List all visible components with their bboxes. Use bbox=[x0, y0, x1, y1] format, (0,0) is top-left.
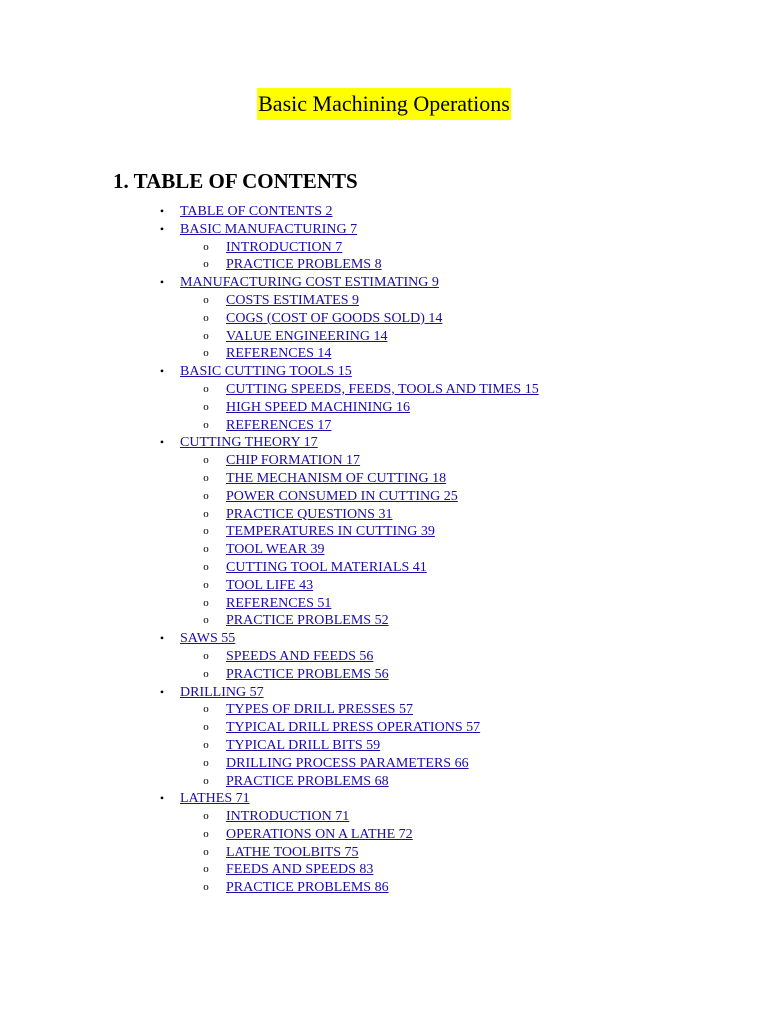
toc-link[interactable]: THE MECHANISM OF CUTTING 18 bbox=[226, 470, 447, 486]
toc-link[interactable]: BASIC MANUFACTURING 7 bbox=[180, 221, 358, 237]
toc-subitem bbox=[180, 737, 539, 755]
circle-bullet-icon: o bbox=[203, 596, 209, 609]
toc-link[interactable]: REFERENCES 51 bbox=[226, 595, 332, 611]
circle-bullet-icon: o bbox=[203, 756, 209, 769]
toc-link[interactable]: OPERATIONS ON A LATHE 72 bbox=[226, 826, 413, 842]
toc-link[interactable]: TYPICAL DRILL BITS 59 bbox=[226, 737, 381, 753]
circle-bullet-icon: o bbox=[203, 293, 209, 306]
toc-subitem bbox=[180, 523, 539, 541]
toc-subitem bbox=[180, 399, 539, 417]
toc-item bbox=[159, 203, 539, 221]
disc-bullet-icon: • bbox=[159, 204, 165, 218]
toc-link[interactable]: DRILLING 57 bbox=[180, 684, 264, 700]
table-of-contents-list bbox=[159, 203, 539, 897]
circle-bullet-icon: o bbox=[203, 881, 209, 894]
toc-link[interactable]: TYPES OF DRILL PRESSES 57 bbox=[226, 702, 413, 718]
disc-bullet-icon: • bbox=[159, 221, 165, 236]
toc-item bbox=[159, 684, 539, 702]
circle-bullet-icon: o bbox=[203, 578, 209, 591]
toc-link[interactable]: LATHE TOOLBITS 75 bbox=[226, 844, 359, 860]
toc-subitem bbox=[180, 239, 539, 257]
circle-bullet-icon: o bbox=[203, 845, 209, 858]
toc-subitem bbox=[180, 452, 539, 470]
toc-link[interactable]: FEEDS AND SPEEDS 83 bbox=[226, 862, 374, 878]
title-wrapper bbox=[0, 88, 768, 120]
toc-link[interactable]: TOOL LIFE 43 bbox=[226, 577, 314, 593]
circle-bullet-icon: o bbox=[203, 489, 209, 502]
disc-bullet-icon: • bbox=[159, 435, 165, 450]
toc-item bbox=[159, 434, 539, 452]
toc-subitem bbox=[180, 701, 539, 719]
circle-bullet-icon: o bbox=[203, 721, 209, 734]
toc-item bbox=[159, 790, 539, 808]
toc-subitem bbox=[180, 666, 539, 684]
toc-subitem bbox=[180, 559, 539, 577]
circle-bullet-icon: o bbox=[203, 418, 209, 431]
toc-subitem bbox=[180, 808, 539, 826]
toc-link[interactable]: SAWS 55 bbox=[180, 631, 236, 647]
disc-bullet-icon: • bbox=[159, 791, 165, 806]
toc-item bbox=[159, 274, 539, 292]
circle-bullet-icon: o bbox=[203, 774, 209, 787]
document-title: Basic Machining Operations bbox=[257, 88, 511, 120]
toc-link[interactable]: TYPICAL DRILL PRESS OPERATIONS 57 bbox=[226, 720, 481, 736]
toc-link[interactable]: HIGH SPEED MACHINING 16 bbox=[226, 399, 410, 415]
toc-item bbox=[159, 630, 539, 648]
circle-bullet-icon: o bbox=[203, 311, 209, 324]
toc-link[interactable]: PRACTICE PROBLEMS 68 bbox=[226, 773, 389, 789]
toc-link[interactable]: INTRODUCTION 71 bbox=[226, 809, 350, 825]
circle-bullet-icon: o bbox=[203, 240, 209, 253]
circle-bullet-icon: o bbox=[203, 863, 209, 876]
toc-subitem bbox=[180, 470, 539, 488]
toc-link[interactable]: POWER CONSUMED IN CUTTING 25 bbox=[226, 488, 458, 504]
toc-subitem bbox=[180, 719, 539, 737]
toc-link[interactable]: COSTS ESTIMATES 9 bbox=[226, 292, 360, 308]
toc-link[interactable]: PRACTICE QUESTIONS 31 bbox=[226, 506, 393, 522]
toc-link[interactable]: TEMPERATURES IN CUTTING 39 bbox=[226, 524, 435, 540]
toc-subitem bbox=[180, 292, 539, 310]
circle-bullet-icon: o bbox=[203, 543, 209, 556]
circle-bullet-icon: o bbox=[203, 258, 209, 271]
toc-link[interactable]: REFERENCES 17 bbox=[226, 417, 332, 433]
circle-bullet-icon: o bbox=[203, 667, 209, 680]
toc-link[interactable]: INTRODUCTION 7 bbox=[226, 239, 343, 255]
toc-link[interactable]: MANUFACTURING COST ESTIMATING 9 bbox=[180, 275, 439, 291]
toc-link[interactable]: DRILLING PROCESS PARAMETERS 66 bbox=[226, 755, 469, 771]
toc-link[interactable]: LATHES 71 bbox=[180, 791, 250, 807]
toc-subitem bbox=[180, 381, 539, 399]
toc-link[interactable]: CUTTING TOOL MATERIALS 41 bbox=[226, 559, 427, 575]
disc-bullet-icon: • bbox=[159, 364, 165, 379]
toc-link[interactable]: TOOL WEAR 39 bbox=[226, 542, 325, 558]
toc-subitem bbox=[180, 310, 539, 328]
toc-link[interactable]: TABLE OF CONTENTS 2 bbox=[180, 204, 333, 219]
toc-subitem bbox=[180, 577, 539, 595]
toc-link[interactable]: CHIP FORMATION 17 bbox=[226, 453, 361, 469]
toc-link[interactable]: REFERENCES 14 bbox=[226, 346, 332, 362]
toc-subitem bbox=[180, 861, 539, 879]
toc-link[interactable]: VALUE ENGINEERING 14 bbox=[226, 328, 388, 344]
circle-bullet-icon: o bbox=[203, 560, 209, 573]
toc-subitem bbox=[180, 826, 539, 844]
toc-subitem bbox=[180, 541, 539, 559]
toc-subitem bbox=[180, 417, 539, 435]
circle-bullet-icon: o bbox=[203, 329, 209, 342]
toc-subitem bbox=[180, 879, 539, 897]
circle-bullet-icon: o bbox=[203, 738, 209, 751]
disc-bullet-icon: • bbox=[159, 684, 165, 699]
circle-bullet-icon: o bbox=[203, 614, 209, 627]
toc-link[interactable]: BASIC CUTTING TOOLS 15 bbox=[180, 364, 352, 380]
circle-bullet-icon: o bbox=[203, 347, 209, 360]
disc-bullet-icon: • bbox=[159, 631, 165, 646]
toc-link[interactable]: CUTTING SPEEDS, FEEDS, TOOLS AND TIMES 15 bbox=[226, 381, 539, 397]
toc-subitem bbox=[180, 328, 539, 346]
circle-bullet-icon: o bbox=[203, 382, 209, 395]
toc-link[interactable]: CUTTING THEORY 17 bbox=[180, 435, 318, 451]
toc-subitem bbox=[180, 612, 539, 630]
toc-subitem bbox=[180, 345, 539, 363]
circle-bullet-icon: o bbox=[203, 525, 209, 538]
circle-bullet-icon: o bbox=[203, 810, 209, 823]
toc-item bbox=[159, 363, 539, 381]
circle-bullet-icon: o bbox=[203, 827, 209, 840]
toc-link[interactable]: PRACTICE PROBLEMS 52 bbox=[226, 613, 389, 629]
circle-bullet-icon: o bbox=[203, 703, 209, 716]
toc-subitem bbox=[180, 595, 539, 613]
toc-link[interactable]: PRACTICE PROBLEMS 86 bbox=[226, 880, 389, 896]
circle-bullet-icon: o bbox=[203, 507, 209, 520]
toc-item bbox=[159, 221, 539, 239]
circle-bullet-icon: o bbox=[203, 471, 209, 484]
toc-link[interactable]: COGS (COST OF GOODS SOLD) 14 bbox=[226, 310, 443, 326]
disc-bullet-icon: • bbox=[159, 275, 165, 290]
toc-subitem bbox=[180, 648, 539, 666]
section-heading: 1. TABLE OF CONTENTS bbox=[113, 169, 358, 193]
toc-subitem bbox=[180, 506, 539, 524]
toc-link[interactable]: PRACTICE PROBLEMS 56 bbox=[226, 666, 389, 682]
toc-link[interactable]: SPEEDS AND FEEDS 56 bbox=[226, 648, 374, 664]
circle-bullet-icon: o bbox=[203, 454, 209, 467]
toc-subitem bbox=[180, 773, 539, 791]
toc-link[interactable]: PRACTICE PROBLEMS 8 bbox=[226, 257, 382, 273]
toc-subitem bbox=[180, 256, 539, 274]
toc-subitem bbox=[180, 844, 539, 862]
toc-subitem bbox=[180, 755, 539, 773]
toc-subitem bbox=[180, 488, 539, 506]
circle-bullet-icon: o bbox=[203, 400, 209, 413]
circle-bullet-icon: o bbox=[203, 649, 209, 662]
